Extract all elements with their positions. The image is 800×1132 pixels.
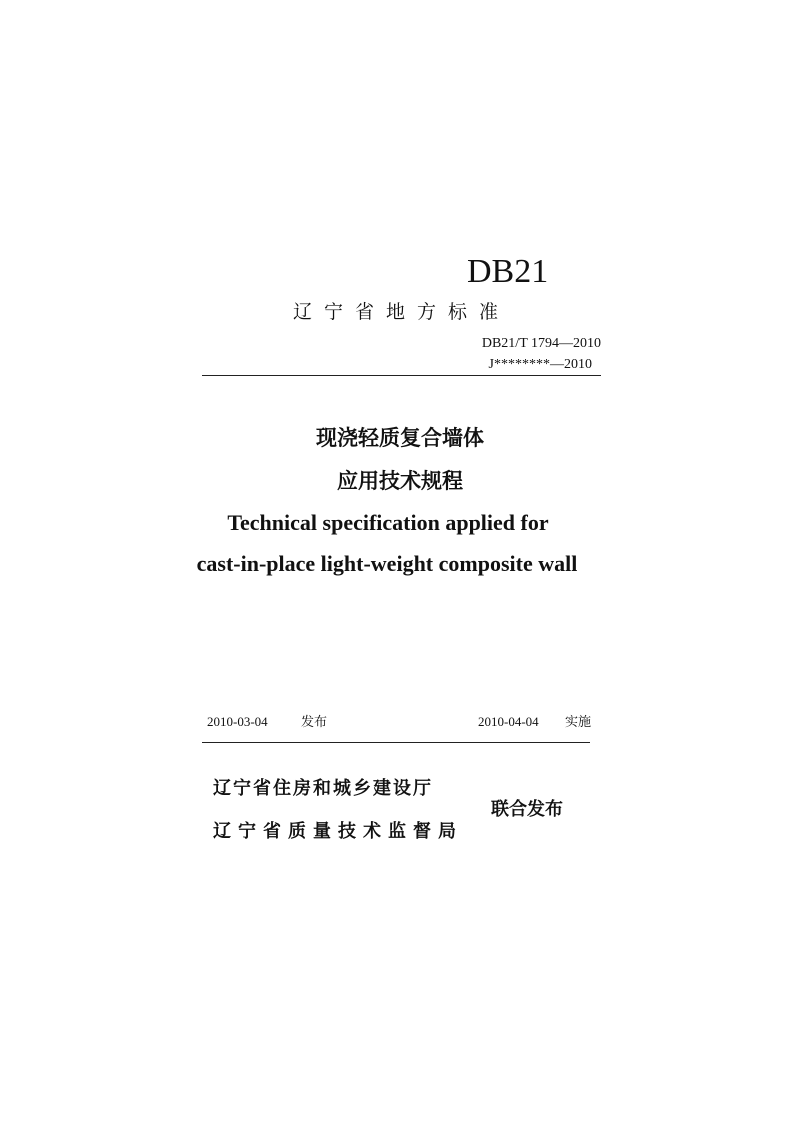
standard-code-large: DB21 <box>467 253 549 290</box>
header-divider <box>202 375 601 376</box>
joint-issue-label: 联合发布 <box>491 799 563 820</box>
issue-date: 2010-03-04 <box>207 714 268 729</box>
implementation-label: 实施 <box>565 714 592 729</box>
title-chinese-line-1: 现浇轻质复合墙体 <box>316 426 484 450</box>
implementation-date: 2010-04-04 <box>478 714 539 729</box>
record-number: J********—2010 <box>488 357 592 372</box>
title-english-line-2: cast-in-place light-weight composite wall <box>196 551 578 576</box>
title-chinese-line-2: 应用技术规程 <box>337 469 463 493</box>
dates-divider <box>202 742 590 743</box>
title-english-line-1: Technical specification applied for <box>227 510 549 535</box>
standard-type-label: 辽宁省地方标准 <box>293 302 511 323</box>
issuing-agency-2: 辽宁省质量技术监督局 <box>213 821 463 842</box>
issue-label: 发布 <box>301 714 328 729</box>
standard-number: DB21/T 1794—2010 <box>481 336 601 351</box>
issuing-agency-1: 辽宁省住房和城乡建设厅 <box>213 778 433 799</box>
